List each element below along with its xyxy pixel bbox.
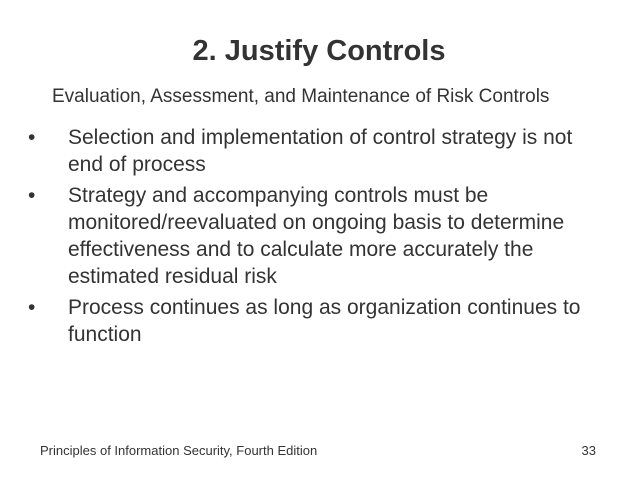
- bullet-item: [28, 182, 608, 290]
- bullet-icon: •: [28, 296, 36, 319]
- bullet-item: [28, 124, 608, 178]
- bullet-text: Strategy and accompanying controls must be monitored/reevaluated on ongoing basis to determine effectiveness and to calculate more accurately the estimated residual risk: [68, 184, 565, 288]
- bullet-item: [28, 294, 608, 348]
- footer-source: Principles of Information Security, Fourth Edition: [40, 443, 318, 458]
- bullet-list: [28, 124, 608, 352]
- bullet-text: Selection and implementation of control strategy is not end of process: [68, 126, 573, 176]
- bullet-text: Process continues as long as organization continues to function: [68, 296, 581, 346]
- slide-title: 2. Justify Controls: [192, 35, 446, 67]
- bullet-icon: •: [28, 126, 36, 149]
- bullet-icon: •: [28, 184, 36, 207]
- slide-subtitle: Evaluation, Assessment, and Maintenance of Risk Controls: [52, 86, 550, 107]
- page-number: 33: [581, 443, 596, 458]
